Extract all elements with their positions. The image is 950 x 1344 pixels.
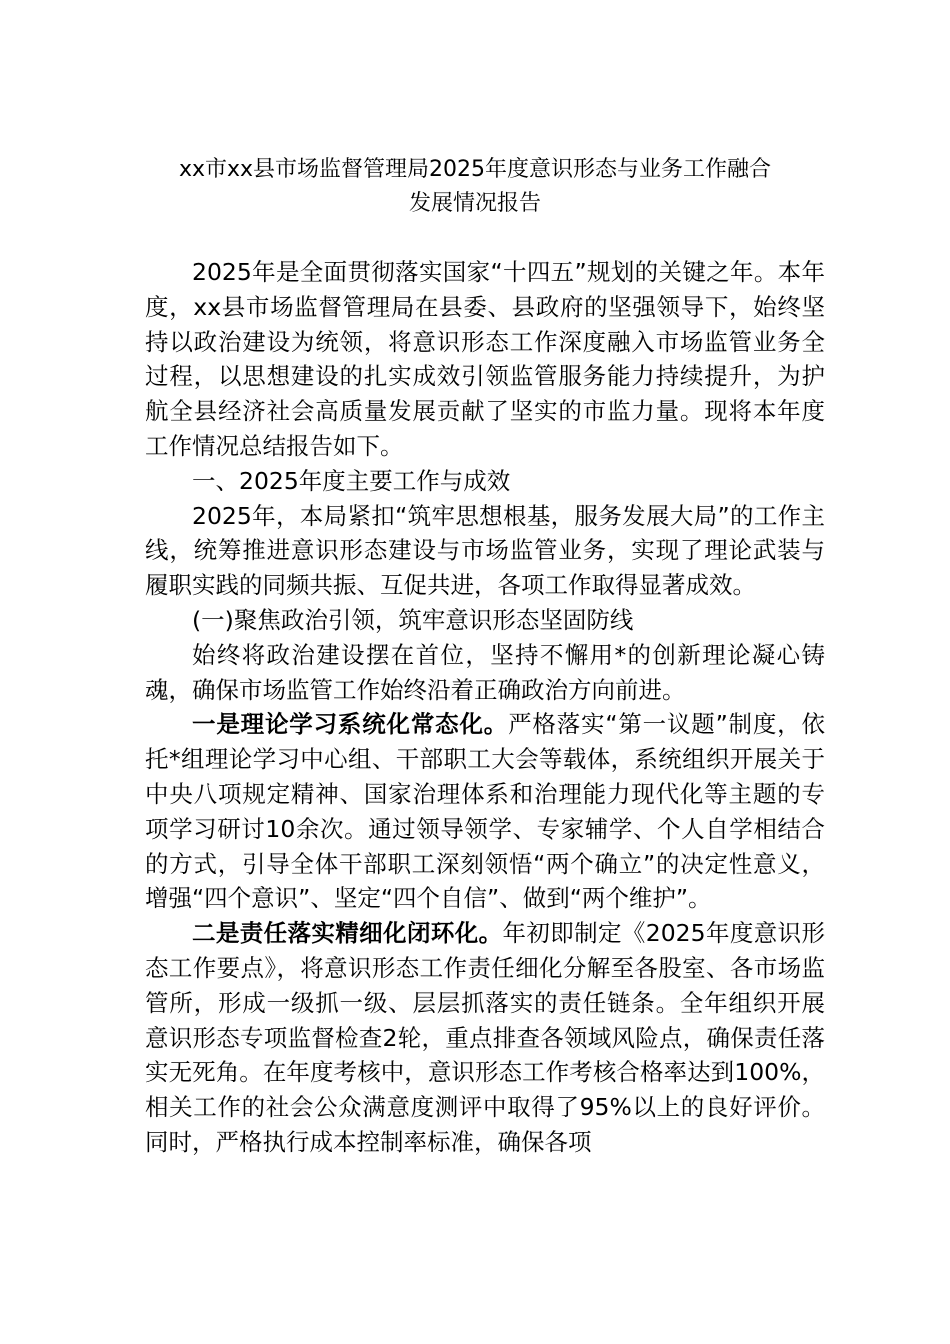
- paragraph-lead: 一是理论学习系统化常态化。: [192, 710, 509, 739]
- paragraph-text: 年初即制定《2025年度意识形态工作要点》，将意识形态工作责任细化分解至各股室、各市场监管所，形成一级抓一级、层层抓落实的责任链条。全年组织开展意识形态专项监督检查2轮，重点排查各领域风险点，确保责任落实无死角。在年度考核中，意识形态工作考核合格率达到100%，相关工作的社会公众满意度测评中取得了95%以上的良好评价。同时，严格执行成本控制率标准，确保各项: [145, 919, 826, 1156]
- paragraph-text: 严格落实“第一议题”制度，依托*组理论学习中心组、干部职工大会等载体，系统组织开展关于中央八项规定精神、国家治理体系和治理能力现代化等主题的专项学习研讨10余次。通过领导领学、专家辅学、个人自学相结合的方式，引导全体干部职工深刻领悟“两个确立”的决定性意义，增强“四个意识”、坚定“四个自信”、做到“两个维护”。: [145, 710, 825, 913]
- document-body: [145, 255, 825, 1160]
- intro-paragraph: [145, 255, 825, 464]
- title-line-1: xx市xx县市场监督管理局2025年度意识形态与业务工作融合: [178, 157, 772, 182]
- paragraph-text: 始终将政治建设摆在首位，坚持不懈用*的创新理论凝心铸魂，确保市场监管工作始终沿着正确政治方向前进。: [145, 640, 825, 704]
- paragraph-text: 2025年，本局紧扣“筑牢思想根基，服务发展大局”的工作主线，统筹推进意识形态建设与市场监管业务，实现了理论武装与履职实践的同频共振、互促共进，各项工作取得显著成效。: [145, 501, 825, 600]
- title-line-2: 发展情况报告: [408, 191, 541, 216]
- section-heading: [145, 464, 825, 499]
- paragraph-text: (一)聚焦政治引领，筑牢意识形态坚固防线: [192, 605, 634, 634]
- point-paragraph-1: [145, 707, 825, 916]
- paragraph-lead: 二是责任落实精细化闭环化。: [192, 919, 503, 948]
- section-paragraph: [145, 499, 825, 603]
- point-paragraph-2: [145, 916, 825, 1160]
- subsection-heading: [145, 603, 825, 638]
- paragraph-text: 一、2025年度主要工作与成效: [192, 466, 511, 495]
- document-title: [100, 153, 850, 221]
- paragraph-text: 2025年是全面贯彻落实国家“十四五”规划的关键之年。本年度，xx县市场监督管理局在县委、县政府的坚强领导下，始终坚持以政治建设为统领，将意识形态工作深度融入市场监管业务全过程，以思想建设的扎实成效引领监管服务能力持续提升，为护航全县经济社会高质量发展贡献了坚实的市监力量。现将本年度工作情况总结报告如下。: [145, 258, 825, 460]
- subsection-paragraph: [145, 638, 825, 708]
